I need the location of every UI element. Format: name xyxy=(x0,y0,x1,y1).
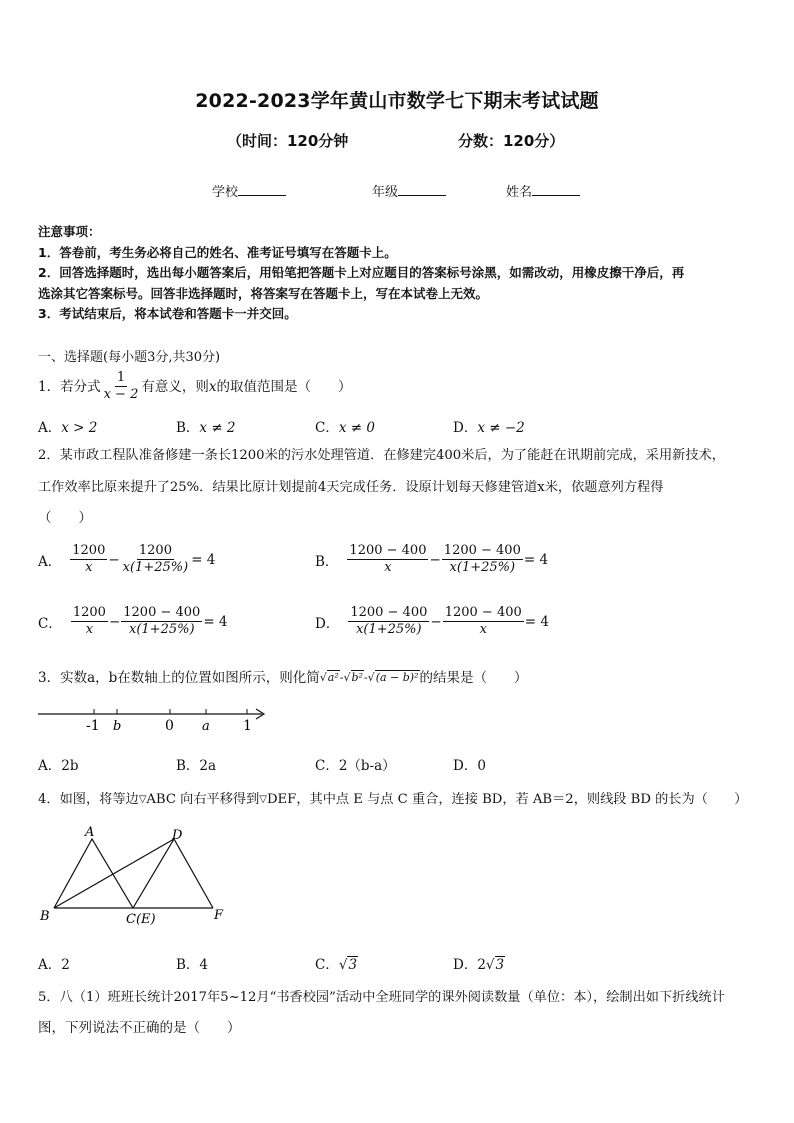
label-point-d: D xyxy=(172,828,183,843)
q2-d-label: D． xyxy=(315,615,340,632)
grade-blank[interactable] xyxy=(398,183,446,196)
school-blank[interactable] xyxy=(238,183,286,196)
q2-option-d[interactable] xyxy=(315,605,549,638)
name-label: 姓名 xyxy=(506,185,533,200)
q4-text2: ABC 向右平移得到 xyxy=(146,792,260,807)
q2-b-frac2: $\frac{1200 - 400}{x(1+25\%)}$ xyxy=(443,543,521,575)
q1-option-d[interactable] xyxy=(453,416,525,436)
school-field xyxy=(212,181,286,200)
label-b: b xyxy=(113,719,122,734)
q2-b-label: B． xyxy=(315,553,339,570)
q1-option-c[interactable] xyxy=(315,416,375,436)
q4-c-radicand: 3 xyxy=(348,957,358,973)
q1-pre: 1．若分式 xyxy=(38,378,101,395)
q2-a-label: A． xyxy=(38,553,62,570)
q4-option-c[interactable]: C．√3 xyxy=(315,957,358,973)
q1-var: x xyxy=(208,378,217,395)
label-0: 0 xyxy=(165,718,174,734)
q2-c-eq: = 4 xyxy=(203,613,228,630)
q3-option-a[interactable]: A．2b xyxy=(38,758,79,774)
label-1: 1 xyxy=(243,718,252,734)
q4-c-label: C． xyxy=(315,957,339,973)
q3-post: 的结果是（ ） xyxy=(419,670,528,686)
segment-bd xyxy=(54,839,174,908)
q3-pre: 3．实数a，b在数轴上的位置如图所示，则化简 xyxy=(38,670,320,686)
triangle-figure xyxy=(36,822,236,932)
q1-d-value: x ≠ −2 xyxy=(477,420,525,436)
q3-option-b[interactable]: B．2a xyxy=(176,758,217,774)
q2-c-minus: − xyxy=(108,613,121,630)
number-line-figure xyxy=(36,702,268,736)
q2-b-minus: − xyxy=(429,551,441,568)
q2-d-frac1: $\frac{1200 - 400}{x(1+25\%)}$ xyxy=(350,605,428,637)
triangle-icon-2: ▽ xyxy=(259,794,267,805)
label-point-b: B xyxy=(40,909,50,924)
q1-d-label: D． xyxy=(453,420,478,436)
q2-d-eq: = 4 xyxy=(524,613,549,630)
label-m1: -1 xyxy=(86,718,100,734)
q1-b-label: B． xyxy=(176,420,200,436)
q3-option-c[interactable]: C．2（b-a） xyxy=(315,758,396,774)
q2-a-minus: − xyxy=(108,551,120,568)
note-3: 3．考试结束后，将本试卷和答题卡一并交回。 xyxy=(38,306,297,321)
label-point-f: F xyxy=(214,908,224,923)
q4-option-b[interactable]: B．4 xyxy=(176,957,209,973)
q1-fraction xyxy=(102,370,141,403)
note-1: 1．答卷前，考生务必将自己的姓名、准考证号填写在答题卡上。 xyxy=(38,244,397,260)
q1-a-label: A． xyxy=(38,420,62,436)
triangle-def xyxy=(133,839,213,908)
notes-block xyxy=(38,222,684,325)
notes-heading: 注意事项： xyxy=(38,224,101,239)
grade-label: 年级 xyxy=(372,185,399,200)
exam-time: （时间：120分钟 xyxy=(227,132,349,150)
q4-d-label: D．2 xyxy=(453,957,486,973)
q1-post2: 的取值范围是（ ） xyxy=(216,378,352,395)
q2-d-minus: − xyxy=(430,613,442,630)
q1-option-b[interactable] xyxy=(176,416,236,436)
q2-line1: 2．某市政工程队准备修建一条长1200米的污水处理管道．在修建完400米后，为了能赶在讯期前完成，采用新技术， xyxy=(38,448,725,463)
triangle-icon: ▽ xyxy=(138,794,147,805)
page-title: 2022-2023学年黄山市数学七下期末考试试题 xyxy=(195,90,599,112)
grade-field xyxy=(372,181,446,200)
q1-denominator: x − 2 xyxy=(103,387,139,402)
q2-d-frac2: $\frac{1200 - 400}{x}$ xyxy=(444,605,522,637)
q1-b-value: x ≠ 2 xyxy=(199,420,236,436)
q2-b-frac1: $\frac{1200 - 400}{x}$ xyxy=(349,543,427,575)
label-a: a xyxy=(202,719,210,734)
label-point-ce: C(E) xyxy=(126,912,156,927)
q4-d-radicand: 3 xyxy=(495,957,505,973)
q4-option-d[interactable]: D．2√3 xyxy=(453,957,505,973)
q2-a-frac1: $\frac{1200}{x}$ xyxy=(72,543,106,575)
exam-score: 分数：120分） xyxy=(458,132,565,150)
q2-c-frac2: $\frac{1200 - 400}{x(1+25\%)}$ xyxy=(123,605,201,637)
note-2a: 2．回答选择题时，选出每小题答案后，用铅笔把答题卡上对应题目的答案标号涂黑，如需改动，用橡皮擦干净后，再 xyxy=(38,265,685,280)
q3-option-d[interactable]: D．0 xyxy=(453,758,486,774)
question-3 xyxy=(38,668,528,688)
q1-option-a[interactable] xyxy=(38,416,97,436)
q5-line2: 图，下列说法不正确的是（ ） xyxy=(38,1020,241,1036)
q2-line2: 工作效率比原来提升了25%．结果比原计划提前4天完成任务．设原计划每天修建管道x米，依题意列方程得 xyxy=(38,480,664,495)
q2-option-a[interactable] xyxy=(38,543,215,576)
q4-option-a[interactable]: A．2 xyxy=(38,957,70,973)
section-heading: 一、选择题(每小题3分,共30分) xyxy=(38,350,221,365)
name-field xyxy=(506,181,580,200)
question-1 xyxy=(38,370,351,403)
q2-option-c[interactable] xyxy=(38,605,228,638)
school-label: 学校 xyxy=(212,185,239,200)
q2-a-frac2: $\frac{1200}{x(1+25\%)}$ xyxy=(122,543,189,575)
q2-b-eq: = 4 xyxy=(523,551,549,568)
q5-line1: 5．八（1）班班长统计2017年5~12月“书香校园”活动中全班同学的课外阅读数量（单位：本），绘制出如下折线统计 xyxy=(38,990,725,1005)
note-2b: 选涂其它答案标号。回答非选择题时，将答案写在答题卡上，写在本试卷上无效。 xyxy=(38,285,489,301)
question-4 xyxy=(38,790,747,810)
q1-numerator: 1 xyxy=(116,370,126,385)
label-point-a: A xyxy=(85,825,95,840)
q2-line3: （ ） xyxy=(38,510,92,526)
q4-text1: 4．如图，将等边 xyxy=(38,792,139,807)
name-blank[interactable] xyxy=(532,183,580,196)
q1-a-value: x > 2 xyxy=(61,420,98,436)
q2-option-b[interactable] xyxy=(315,543,548,576)
triangle-abc xyxy=(54,839,133,908)
q2-c-label: C． xyxy=(38,615,62,632)
q4-text3: DEF，其中点 E 与点 C 重合，连接 BD，若 AB＝2，则线段 BD 的长为（ ） xyxy=(266,792,748,807)
q1-c-label: C． xyxy=(315,420,339,436)
q3-expression: √a²-√b²-√(a − b)² xyxy=(319,671,419,684)
q1-post: 有意义，则 xyxy=(141,378,209,395)
q2-a-eq: = 4 xyxy=(191,551,216,568)
q2-c-frac1: $\frac{1200}{x}$ xyxy=(72,605,106,637)
q1-c-value: x ≠ 0 xyxy=(338,420,375,436)
